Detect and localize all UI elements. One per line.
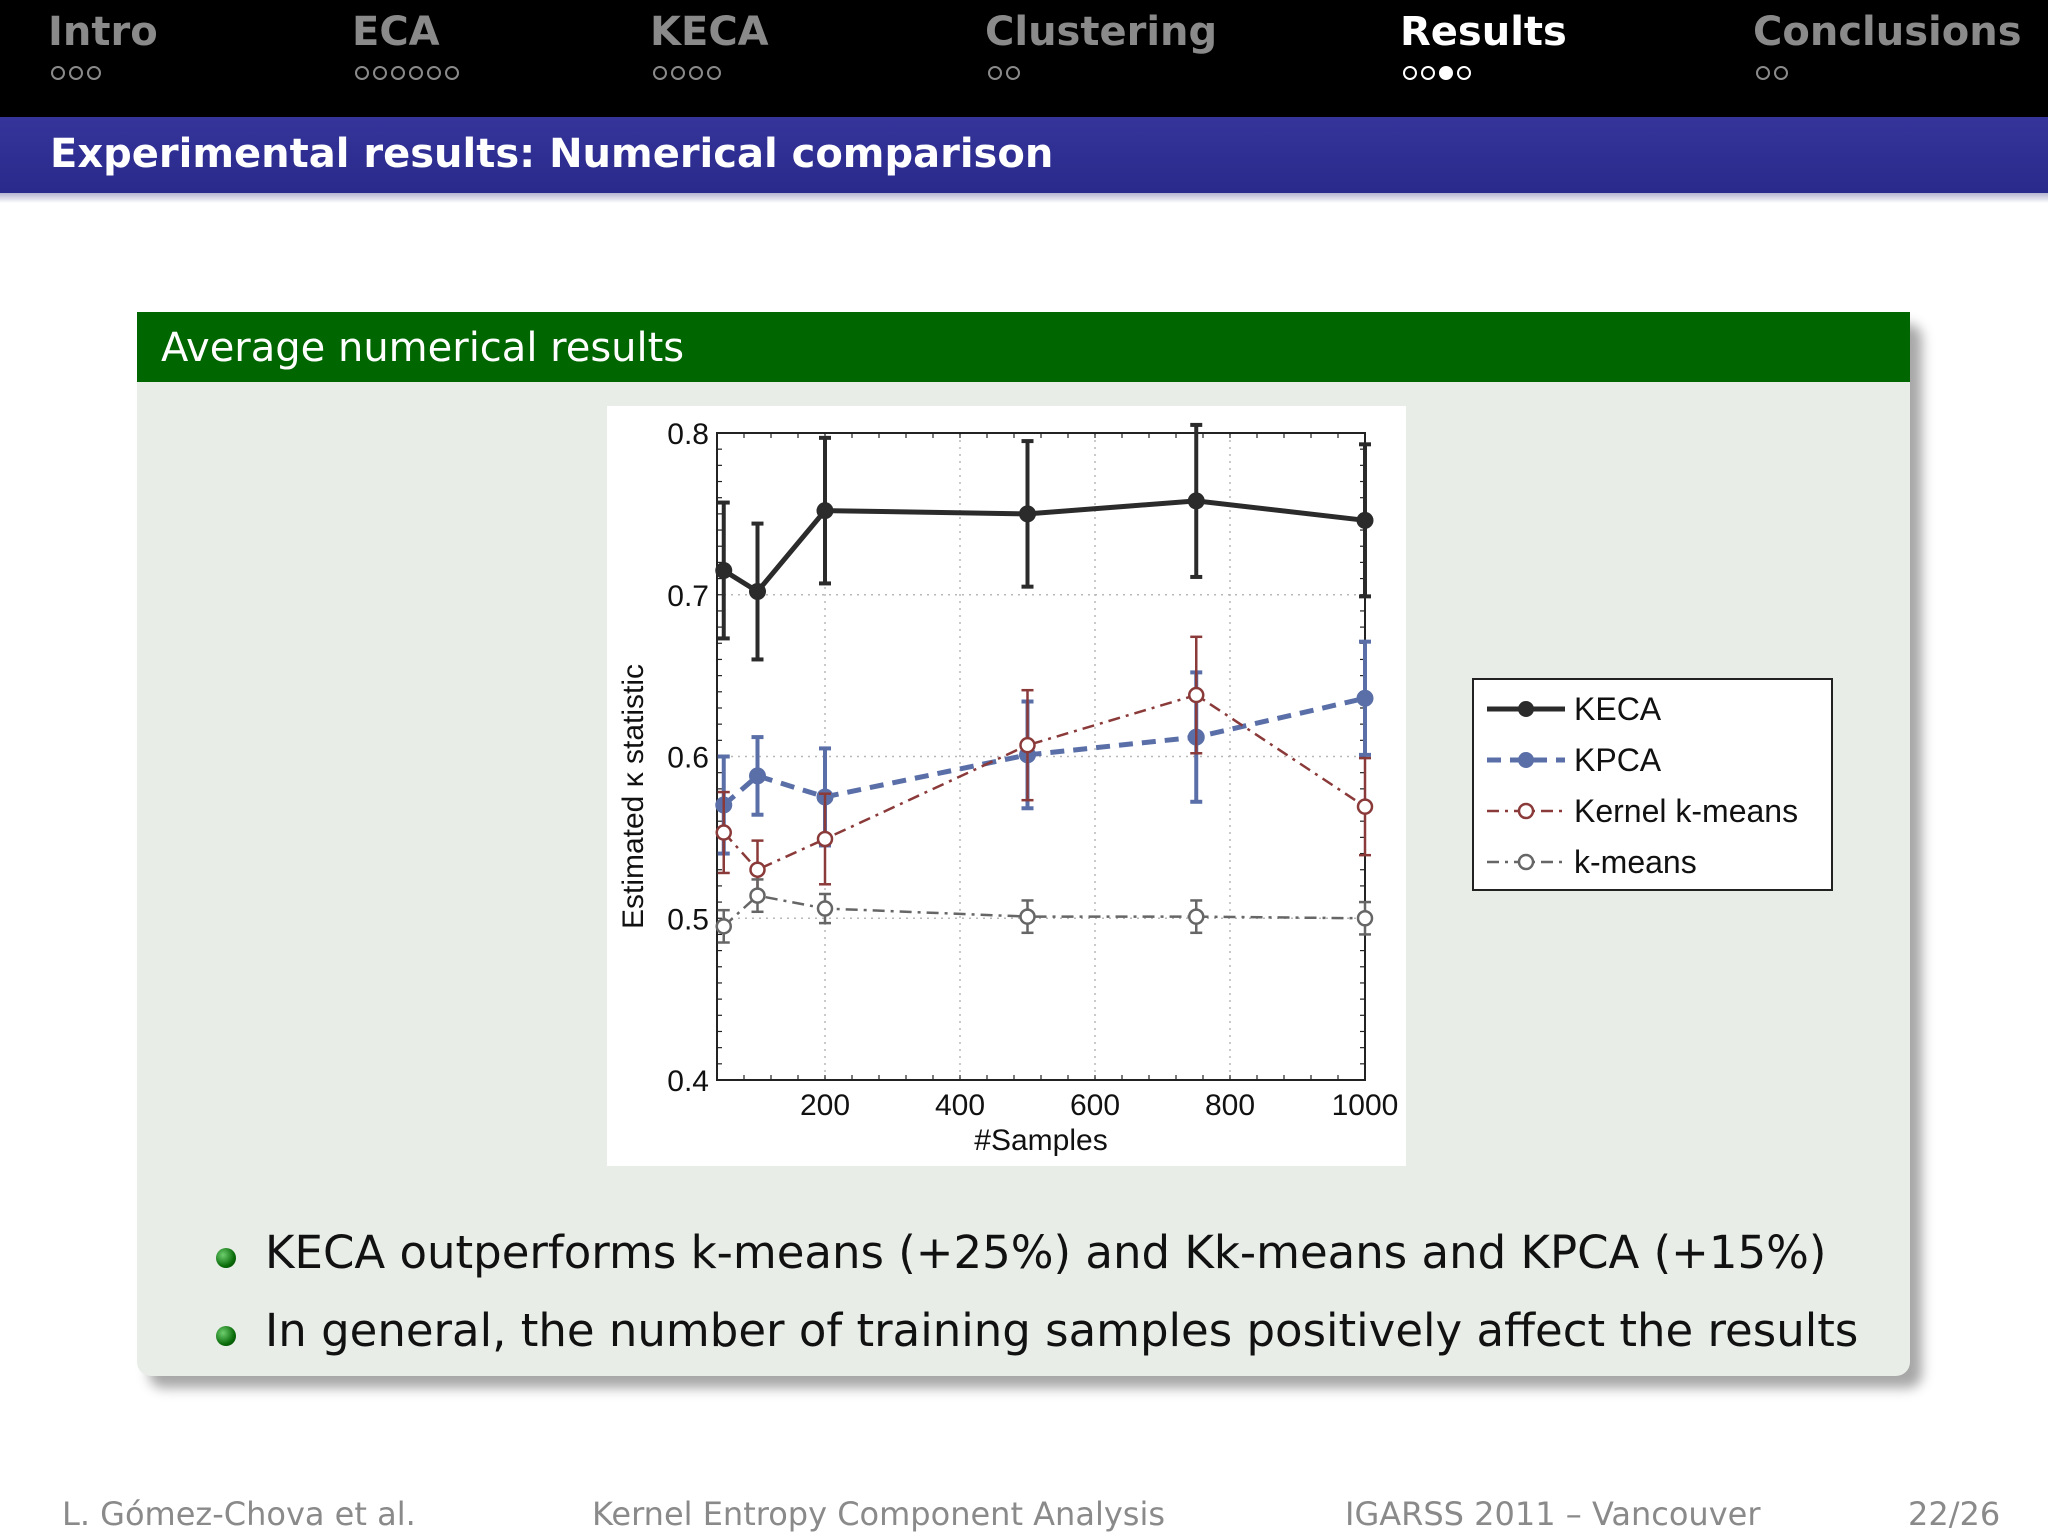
data-point — [817, 503, 833, 519]
bullet-icon — [216, 1248, 236, 1268]
nav-slide-dots — [1403, 66, 1567, 80]
nav-section-clustering[interactable] — [985, 4, 1217, 80]
frame-title-shadow — [0, 193, 2048, 203]
x-axis-label: #Samples — [974, 1124, 1108, 1157]
footer-page-number: 22/26 — [1908, 1495, 2001, 1533]
y-tick-label: 0.7 — [667, 579, 709, 613]
nav-slide-dot[interactable] — [1421, 66, 1435, 80]
nav-section-label[interactable]: Intro — [48, 9, 158, 55]
x-tick-label: 600 — [1069, 1089, 1121, 1122]
block-title: Average numerical results — [161, 325, 685, 371]
legend-marker — [1519, 804, 1533, 818]
legend-marker — [1518, 701, 1534, 717]
nav-section-label[interactable]: Clustering — [985, 9, 1218, 55]
data-point — [717, 919, 731, 933]
x-tick-label: 1000 — [1331, 1089, 1399, 1122]
nav-section-conclusions[interactable] — [1753, 4, 2022, 80]
data-point — [750, 768, 766, 784]
nav-slide-dot[interactable] — [87, 66, 101, 80]
nav-section-intro[interactable] — [48, 4, 158, 80]
section-navigation — [0, 0, 2048, 117]
footer-talk-title: Kernel Entropy Component Analysis — [592, 1495, 1165, 1533]
nav-slide-dot[interactable] — [391, 66, 405, 80]
nav-section-label[interactable]: ECA — [352, 9, 440, 55]
nav-slide-dot[interactable] — [1457, 66, 1471, 80]
data-point — [1189, 910, 1203, 924]
data-point — [1357, 512, 1373, 528]
legend-label: Kernel k-means — [1574, 793, 1799, 829]
nav-slide-dot[interactable] — [671, 66, 685, 80]
y-tick-label: 0.6 — [667, 741, 709, 775]
data-point — [716, 562, 732, 578]
y-tick-label: 0.8 — [667, 418, 709, 451]
x-tick-label: 200 — [799, 1089, 851, 1122]
y-axis-label: Estimated κ statistic — [617, 663, 650, 930]
block-header — [137, 312, 1910, 382]
nav-section-eca[interactable] — [352, 4, 459, 80]
nav-slide-dots — [51, 66, 158, 80]
bullet-icon — [216, 1326, 236, 1346]
data-point — [1189, 688, 1203, 702]
bullet-text: In general, the number of training samples positively affect the results — [265, 1304, 1859, 1357]
nav-slide-dot[interactable] — [707, 66, 721, 80]
y-tick-label: 0.5 — [667, 903, 709, 937]
series-keca — [716, 425, 1373, 660]
data-point — [751, 889, 765, 903]
data-point — [1358, 911, 1372, 925]
data-point — [1188, 493, 1204, 509]
bullet-text: KECA outperforms k-means (+25%) and Kk-means and KPCA (+15%) — [265, 1226, 1827, 1279]
nav-section-results[interactable] — [1400, 4, 1567, 80]
series-k-means — [717, 879, 1372, 942]
legend-label: KPCA — [1574, 742, 1662, 778]
x-tick-label: 400 — [934, 1089, 986, 1122]
nav-section-keca[interactable] — [650, 4, 769, 80]
nav-slide-dot[interactable] — [445, 66, 459, 80]
data-point — [818, 832, 832, 846]
nav-section-label[interactable]: Results — [1400, 9, 1567, 55]
nav-slide-dots — [1756, 66, 2022, 80]
footer-author: L. Gómez-Chova et al. — [62, 1495, 416, 1533]
nav-slide-dot[interactable] — [988, 66, 1002, 80]
data-point — [1020, 506, 1036, 522]
nav-slide-dot[interactable] — [1774, 66, 1788, 80]
nav-slide-dot[interactable] — [69, 66, 83, 80]
legend-marker — [1519, 855, 1533, 869]
nav-slide-dot[interactable] — [409, 66, 423, 80]
nav-slide-dot[interactable] — [1756, 66, 1770, 80]
x-tick-label: 800 — [1204, 1089, 1256, 1122]
data-point — [750, 584, 766, 600]
nav-slide-dot[interactable] — [689, 66, 703, 80]
footer-venue: IGARSS 2011 – Vancouver — [1345, 1495, 1761, 1533]
nav-slide-dot[interactable] — [1006, 66, 1020, 80]
nav-slide-dot[interactable] — [355, 66, 369, 80]
y-tick-label: 0.4 — [667, 1065, 709, 1098]
nav-section-label[interactable]: KECA — [650, 9, 769, 55]
chart-legend — [1473, 679, 1832, 890]
nav-slide-dots — [653, 66, 769, 80]
nav-slide-dot[interactable] — [373, 66, 387, 80]
legend-marker — [1518, 752, 1534, 768]
legend-label: KECA — [1574, 691, 1662, 727]
data-point — [1021, 738, 1035, 752]
data-point — [751, 863, 765, 877]
series-line — [724, 698, 1365, 805]
nav-slide-dot[interactable] — [1403, 66, 1417, 80]
nav-slide-dots — [355, 66, 459, 80]
data-point — [818, 902, 832, 916]
data-point — [1358, 800, 1372, 814]
nav-slide-dots — [988, 66, 1217, 80]
kappa-chart — [607, 406, 1799, 1166]
nav-slide-dot[interactable] — [653, 66, 667, 80]
nav-slide-dot[interactable] — [1439, 66, 1453, 80]
legend-label: k-means — [1574, 844, 1697, 880]
nav-slide-dot[interactable] — [427, 66, 441, 80]
series-kernel-k-means — [717, 637, 1372, 899]
nav-slide-dot[interactable] — [51, 66, 65, 80]
data-point — [717, 826, 731, 840]
frame-title: Experimental results: Numerical comparison — [50, 131, 1054, 177]
series-kpca — [716, 642, 1373, 854]
data-point — [1021, 910, 1035, 924]
nav-section-label[interactable]: Conclusions — [1753, 9, 2022, 55]
data-point — [1357, 690, 1373, 706]
